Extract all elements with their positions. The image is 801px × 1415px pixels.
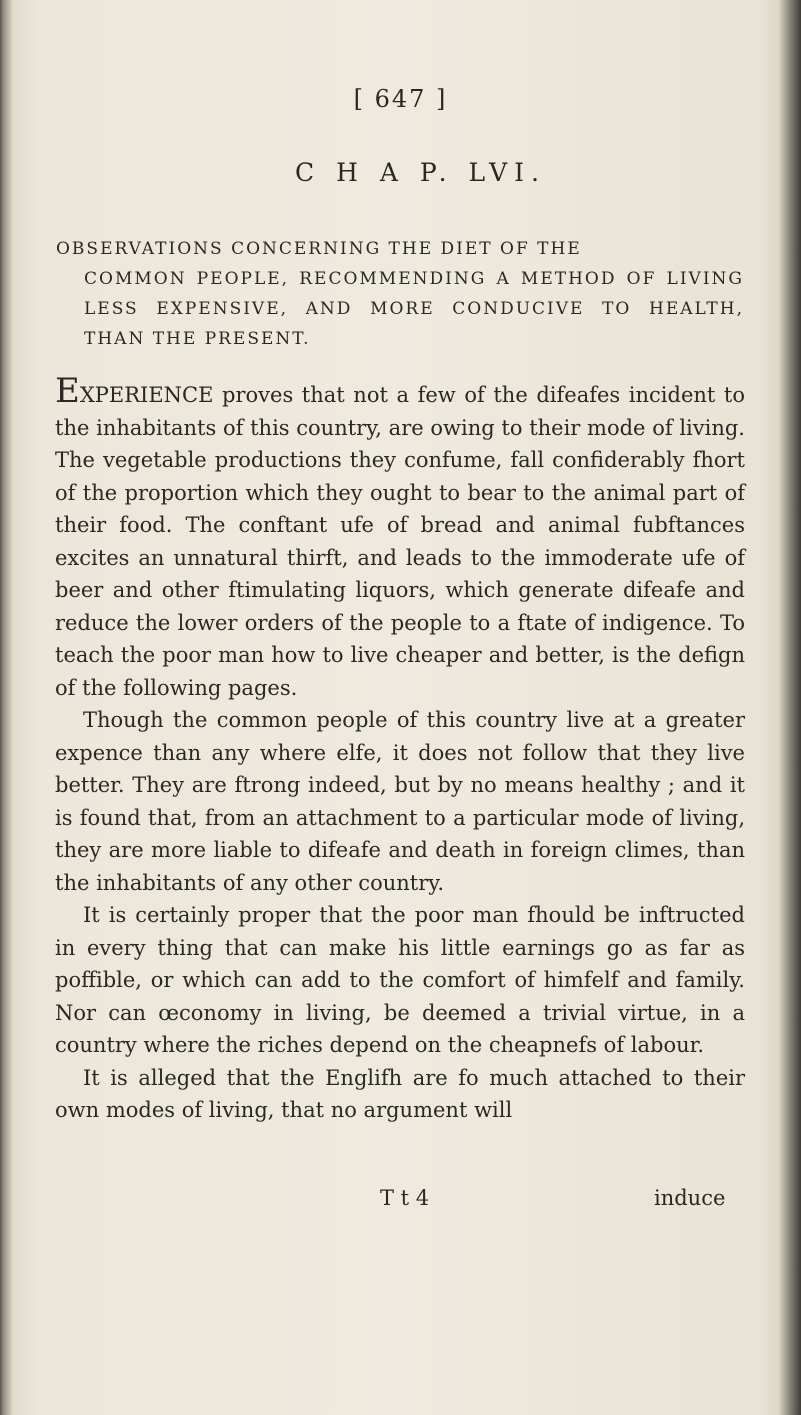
paragraph-4: It is alleged that the Englifh are fo much attached to their own modes of living, that no argument will bbox=[55, 1065, 745, 1122]
page-number: [ 647 ] bbox=[353, 85, 448, 113]
chapter-heading-line-1: OBSERVATIONS CONCERNING THE DIET OF THE bbox=[56, 239, 582, 259]
body-text bbox=[55, 371, 745, 1127]
chapter-heading bbox=[56, 234, 744, 354]
paragraph-1-text: XPERIENCE proves that not a few of the difeafes incident to the inhabitants of this country, are owing to their mode of living. The vegetable productions they confume, fall confiderably fhort of the proportion which they ought to bear to the animal part of their food. The conftant ufe of bread and animal fubftances excites an unnatural thirft, and leads to the immoderate ufe of beer and other ftimulating liquors, which generate difeafe and reduce the lower orders of the people to a ftate of indigence. To teach the poor man how to live cheaper and better, is the defign of the following pages. bbox=[55, 383, 745, 700]
paragraph-3: It is certainly proper that the poor man fhould be inftructed in every thing that can make his little earnings go as far as poffible, or which can add to the comfort of himfelf and family. Nor can œconomy in living, be deemed a trivial virtue, in a country where the riches depend on the cheapnefs of labour. bbox=[55, 903, 745, 1057]
catchword: induce bbox=[654, 1186, 726, 1210]
signature-mark: T t 4 bbox=[380, 1186, 430, 1210]
chapter-title: C H A P. LVI. bbox=[295, 158, 546, 187]
chapter-heading-rest: COMMON PEOPLE, RECOMMENDING A METHOD OF LIVING LESS EXPENSIVE, AND MORE CONDUCIVE TO HEALTH, THAN THE PRESENT. bbox=[84, 269, 744, 349]
page-footer bbox=[0, 1186, 801, 1220]
drop-cap: E bbox=[55, 371, 80, 411]
paragraph-2: Though the common people of this country live at a greater expence than any where elfe, it does not follow that they live better. They are ftrong indeed, but by no means healthy ; and it is found that, from an attachment to a particular mode of living, they are more liable to difeafe and death in foreign climes, than the inhabitants of any other country. bbox=[55, 708, 745, 895]
paragraph-1 bbox=[55, 371, 745, 704]
